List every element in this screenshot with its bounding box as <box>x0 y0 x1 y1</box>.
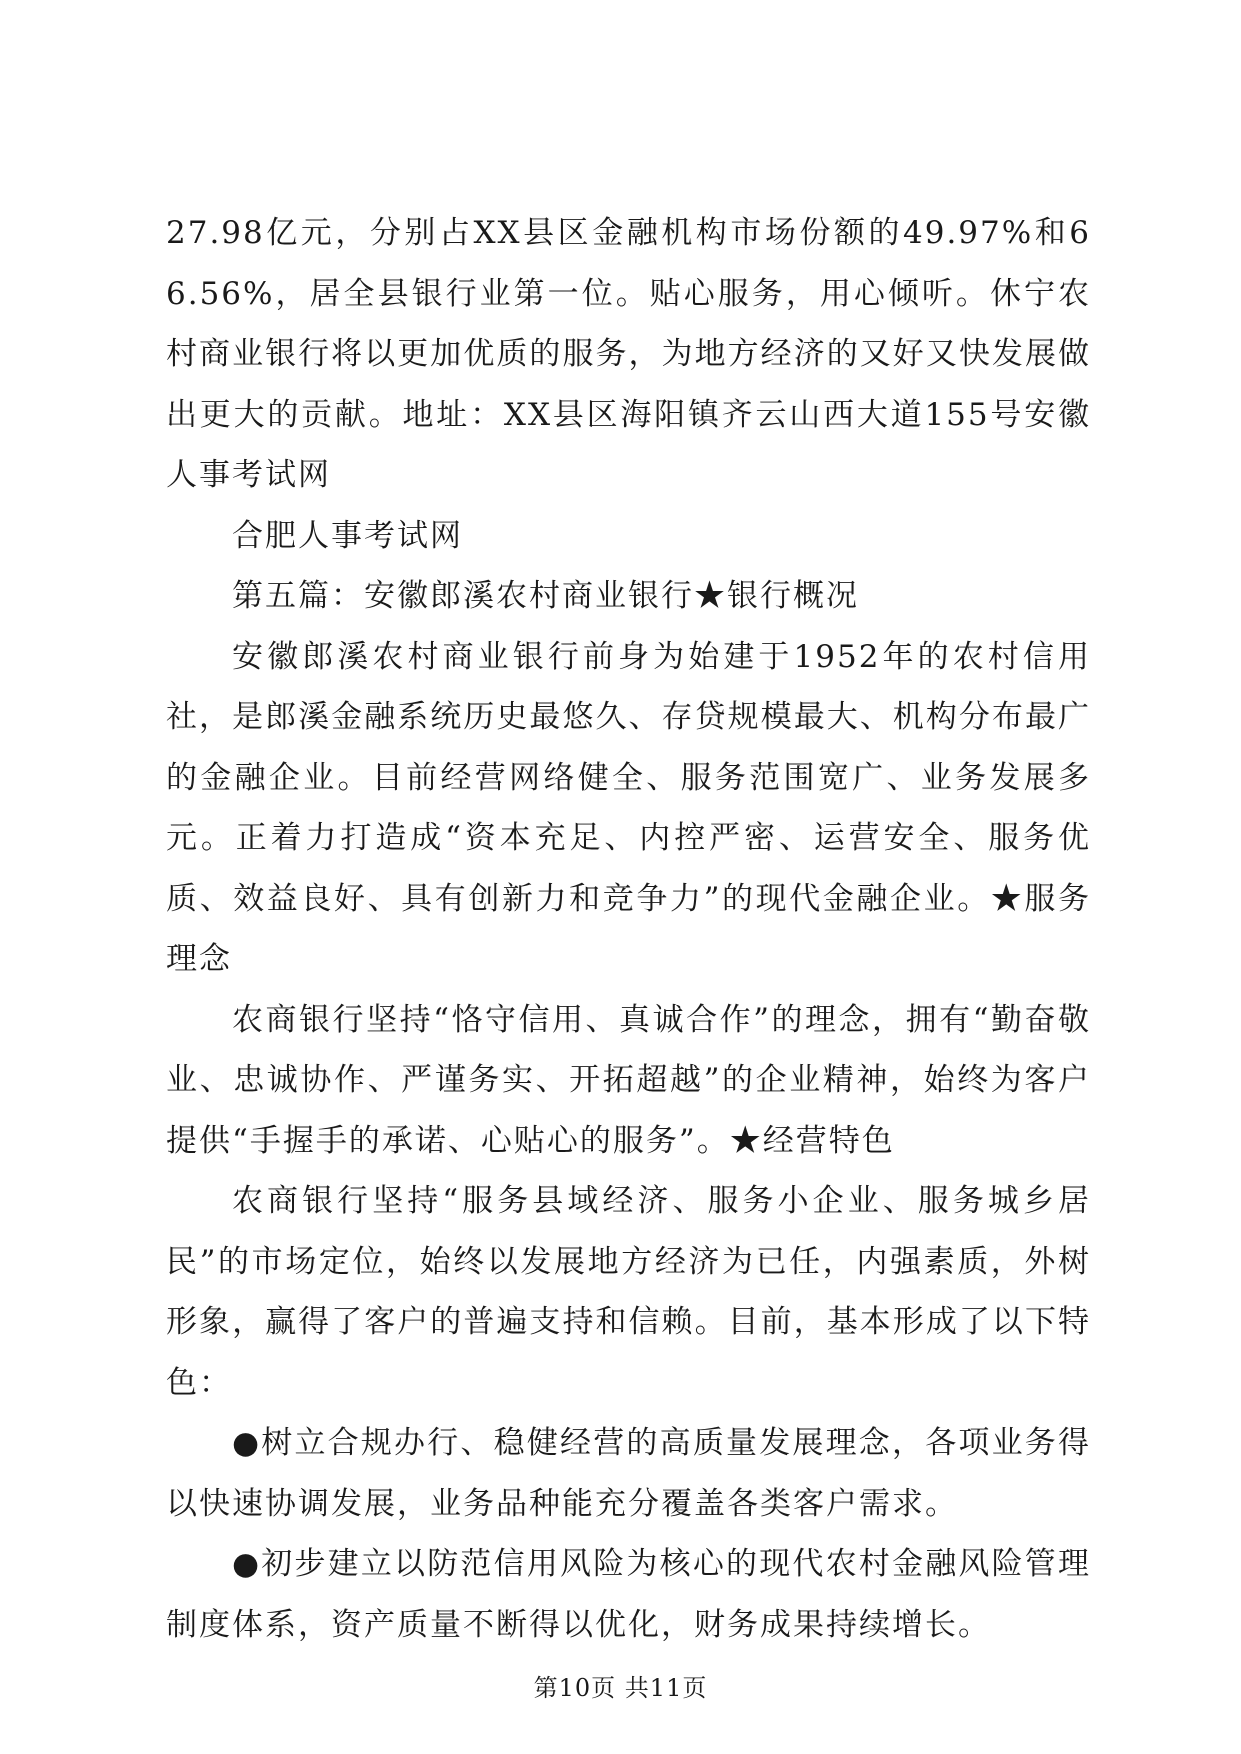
paragraph-continuation: 27.98亿元，分别占XX县区金融机构市场份额的49.97%和66.56%，居全县银行业第一位。贴心服务，用心倾听。休宁农村商业银行将以更加优质的服务，为地方经济的又好又快发展做出更大的贡献。地址：XX县区海阳镇齐云山西大道155号安徽人事考试网 <box>166 215 1091 493</box>
feature-item-1: ●树立合规办行、稳健经营的高质量发展理念，各项业务得以快速协调发展，业务品种能充分覆盖各类客户需求。 <box>166 1425 1091 1522</box>
section-heading: 第五篇：安徽郎溪农村商业银行★银行概况 <box>232 578 859 614</box>
paragraph-bank-overview: 安徽郎溪农村商业银行前身为始建于1952年的农村信用社，是郎溪金融系统历史最悠久、存贷规模最大、机构分布最广的金融企业。目前经营网络健全、服务范围宽广、业务发展多元。正着力打造成“资本充足、内控严密、运营安全、服务优质、效益良好、具有创新力和竞争力”的现代金融企业。★服务理念 <box>166 638 1091 977</box>
paragraph-business-features: 农商银行坚持“服务县域经济、服务小企业、服务城乡居民”的市场定位，始终以发展地方经济为已任，内强素质，外树形象，赢得了客户的普遍支持和信赖。目前，基本形成了以下特色： <box>166 1183 1091 1401</box>
document-body <box>166 203 1091 1655</box>
paragraph-service-philosophy: 农商银行坚持“恪守信用、真诚合作”的理念，拥有“勤奋敬业、忠诚协作、严谨务实、开拓超越”的企业精神，始终为客户提供“手握手的承诺、心贴心的服务”。★经营特色 <box>166 1001 1091 1159</box>
page-footer: 第10页 共11页 <box>533 1674 708 1702</box>
feature-item-2: ●初步建立以防范信用风险为核心的现代农村金融风险管理制度体系，资产质量不断得以优化，财务成果持续增长。 <box>166 1546 1091 1643</box>
paragraph-site-name: 合肥人事考试网 <box>232 517 463 554</box>
